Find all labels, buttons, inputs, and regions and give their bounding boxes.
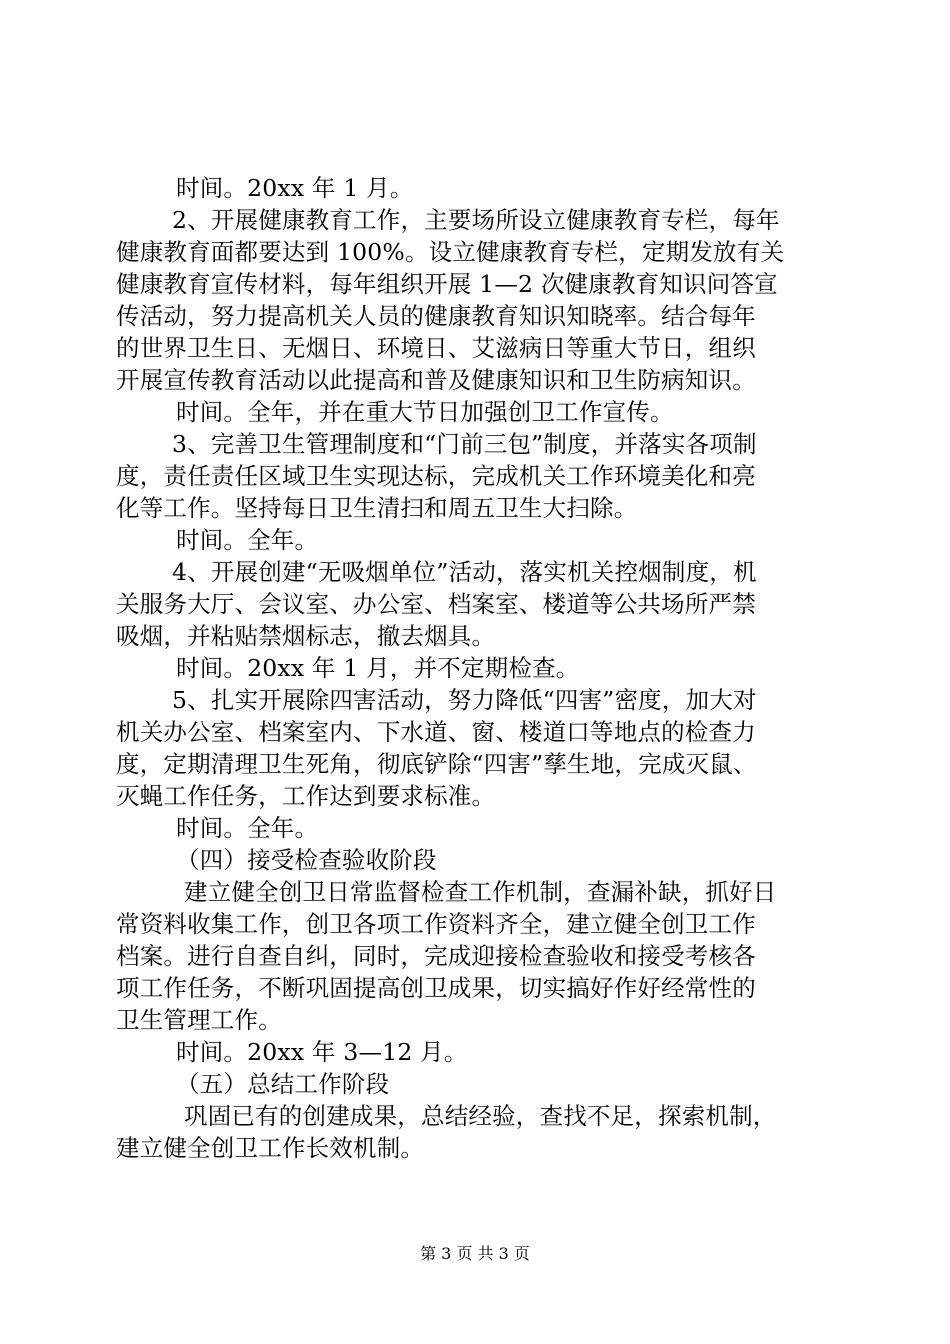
page-number-label: 第 3 页 共 3 页 <box>420 1244 530 1263</box>
text-line: 时间。全年。 <box>176 526 319 554</box>
document-body <box>116 172 836 1164</box>
text-line: 时间。20xx 年 1 月，并不定期检查。 <box>176 654 580 682</box>
text-line: 项工作任务，不断巩固提高创卫成果，切实搞好作好经常性的 <box>116 974 756 1002</box>
text-line: 的世界卫生日、无烟日、环境日、艾滋病日等重大节日，组织 <box>116 334 756 362</box>
text-line: 时间。20xx 年 1 月。 <box>176 174 414 202</box>
text-line: 机关办公室、档案室内、下水道、窗、楼道口等地点的检查力 <box>116 718 756 746</box>
text-line: 健康教育宣传材料，每年组织开展 1—2 次健康教育知识问答宣 <box>116 270 778 298</box>
text-line: 健康教育面都要达到 100%。设立健康教育专栏，定期发放有关 <box>116 238 785 266</box>
text-line: 传活动，努力提高机关人员的健康教育知识知晓率。结合每年 <box>116 302 756 330</box>
page-footer <box>0 1244 950 1264</box>
text-line: 时间。全年，并在重大节日加强创卫工作宣传。 <box>176 398 674 426</box>
text-line: 巩固已有的创建成果，总结经验，查找不足，探索机制， <box>184 1102 777 1130</box>
text-line: 时间。20xx 年 3—12 月。 <box>176 1038 468 1066</box>
text-line: 4、开展创建“无吸烟单位”活动，落实机关控烟制度，机 <box>172 558 757 586</box>
text-line: 化等工作。坚持每日卫生清扫和周五卫生大扫除。 <box>116 494 638 522</box>
text-line: 度，定期清理卫生死角，彻底铲除“四害”孳生地，完成灭鼠、 <box>116 750 757 778</box>
text-line: （五）总结工作阶段 <box>176 1070 390 1098</box>
text-line: 档案。进行自查自纠，同时，完成迎接检查验收和接受考核各 <box>116 942 756 970</box>
text-line: 建立健全创卫工作长效机制。 <box>116 1134 425 1162</box>
text-line: 灭蝇工作任务，工作达到要求标准。 <box>116 782 496 810</box>
text-line: 建立健全创卫日常监督检查工作机制，查漏补缺，抓好日 <box>184 878 777 906</box>
text-line: 度，责任责任区域卫生实现达标，完成机关工作环境美化和亮 <box>116 462 756 490</box>
text-line: 开展宣传教育活动以此提高和普及健康知识和卫生防病知识。 <box>116 366 756 394</box>
text-line: 2、开展健康教育工作，主要场所设立健康教育专栏，每年 <box>172 206 780 234</box>
text-line: 吸烟，并粘贴禁烟标志，撤去烟具。 <box>116 622 496 650</box>
text-line: 3、完善卫生管理制度和“门前三包”制度，并落实各项制 <box>172 430 757 458</box>
text-line: （四）接受检查验收阶段 <box>176 846 437 874</box>
text-line: 时间。全年。 <box>176 814 319 842</box>
text-line: 常资料收集工作，创卫各项工作资料齐全，建立健全创卫工作 <box>116 910 756 938</box>
text-line: 关服务大厅、会议室、办公室、档案室、楼道等公共场所严禁 <box>116 590 756 618</box>
text-line: 卫生管理工作。 <box>116 1006 282 1034</box>
text-line: 5、扎实开展除四害活动，努力降低“四害”密度，加大对 <box>172 686 757 714</box>
